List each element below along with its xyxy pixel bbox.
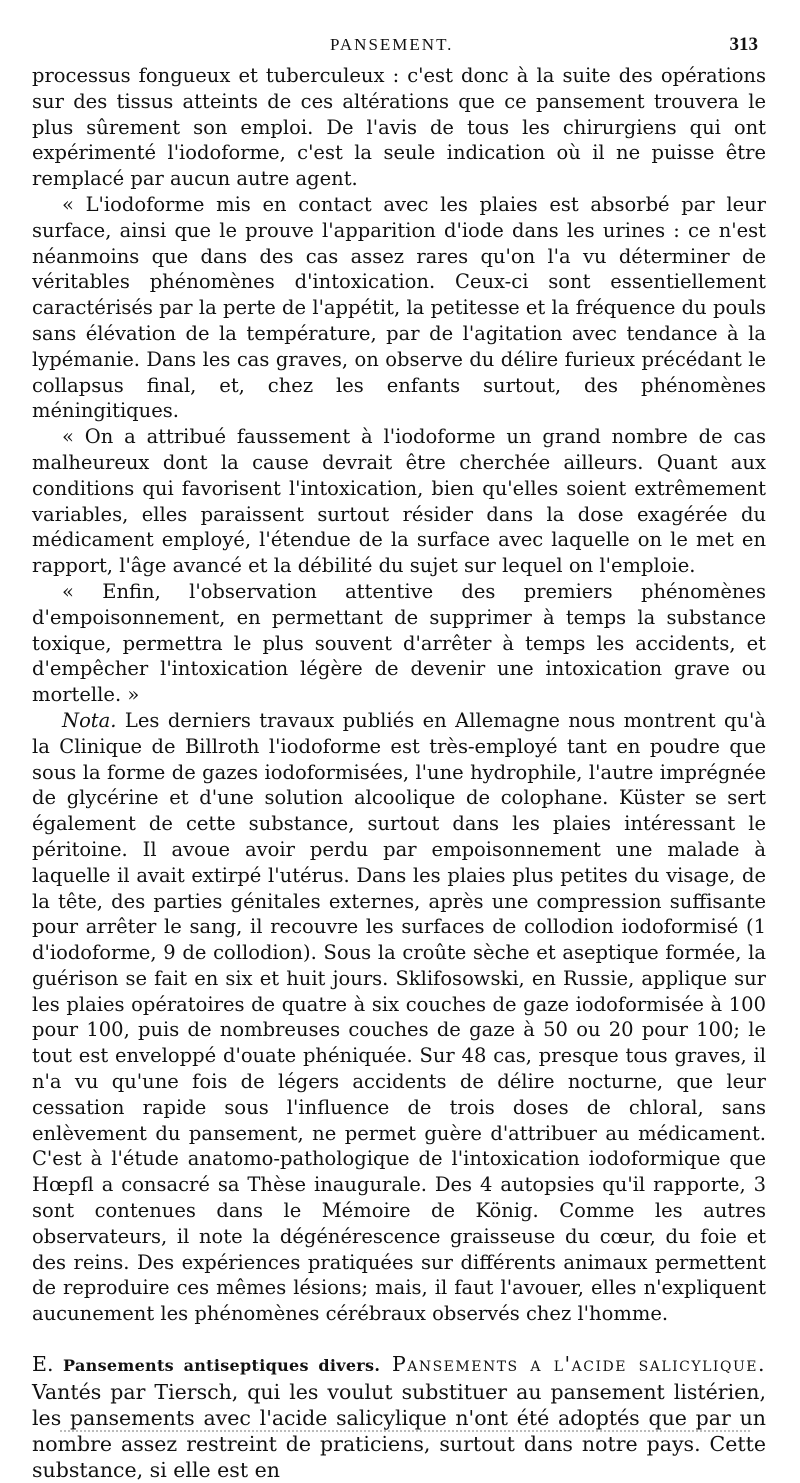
page-number: 313: [729, 34, 758, 55]
paragraph-quote-observation: « Enfin, l'observation attentive des premiers phénomènes d'empoisonnement, en permettant de supprimer à temps la substance toxique, permettra le plus souvent d'arrêter à temps les accidents, et d'empêcher l'intoxication légère de devenir une intoxication grave ou mortelle. »: [32, 579, 766, 707]
paragraph-nota: [32, 708, 766, 1327]
section-e: [32, 1351, 766, 1483]
section-letter: E.: [32, 1352, 54, 1377]
running-title: PANSEMENT.: [330, 35, 454, 54]
section-heading: Pansements antiseptiques divers.: [53, 1356, 381, 1376]
paragraph-quote-causes: « On a attribué faussement à l'iodoforme un grand nombre de cas malheureux dont la cause devrait être cherchée ailleurs. Quant aux conditions qui favorisent l'intoxication, bien qu'elles soient extrêmement variables, elles paraissent surtout résider dans la dose exagérée du médicament employé, l'étendue de la surface avec laquelle on le met en rapport, l'âge avancé et la débilité du sujet sur lequel on l'emploie.: [32, 425, 766, 578]
nota-label: Nota.: [62, 708, 117, 732]
page-body: [32, 63, 766, 1483]
paragraph-continuation: processus fongueux et tuberculeux : c'est donc à la suite des opérations sur des tissus atteints de ces altérations que ce pansement trouvera le plus sûrement son emploi. De l'avis de tous les chirurgiens qui ont expérimenté l'iodoforme, c'est la seule indication où il ne puisse être remplacé par aucun autre agent.: [32, 64, 766, 191]
paragraph-quote-absorption: « L'iodoforme mis en contact avec les plaies est absorbé par leur surface, ainsi que le prouve l'apparition d'iode dans les urines : ce n'est néanmoins que dans des cas assez rares qu'on l'a vu déterminer de véritables phénomènes d'intoxication. Ceux-ci sont essentiellement caractérisés par la perte de l'appétit, la petitesse et la fréquence du pouls sans élévation de la température, par de l'agitation avec tendance à la lypémanie. Dans les cas graves, on observe du délire furieux précédant le collapsus final, et, chez les enfants surtout, des phénomènes méningitiques.: [32, 192, 766, 423]
section-text: Vantés par Tiersch, qui les voulut substituer au pansement listérien, les pansements avec l'acide salicylique n'ont été adoptés que par un nombre assez restreint de praticiens, surtout dans notre pays. Cette substance, si elle est en: [32, 1380, 766, 1483]
nota-text: Les derniers travaux publiés en Allemagne nous montrent qu'à la Clinique de Billroth l'iodoforme est très-employé tant en poudre que sous la forme de gazes iodoformisées, l'une hydrophile, l'autre imprégnée de glycérine et d'une solution alcoolique de colophane. Küster se sert également de cette substance, surtout dans les plaies intéressant le péritoine. Il avoue avoir perdu par empoisonnement une malade à laquelle il avait extirpé l'utérus. Dans les plaies plus petites du visage, de la tête, des parties génitales externes, après une compression suffisante pour arrêter le sang, il recouvre les surfaces de collodion iodoformisé (1 d'iodoforme, 9 de collodion). Sous la croûte sèche et aseptique formée, la guérison se fait en six et huit jours. Sklifosowski, en Russie, applique sur les plaies opératoires de quatre à six couches de gaze iodoformisée à 100 pour 100, puis de nombreuses couches de gaze à 50 ou 20 pour 100; le tout est enveloppé d'ouate phéniquée. Sur 48 cas, presque tous graves, il n'a vu qu'une fois de légers accidents de délire nocturne, que leur cessation rapide sous l'influence de trois doses de chloral, sans enlèvement du pansement, ne permet guère d'attribuer au médicament. C'est à l'étude anatomo-pathologique de l'intoxication iodoformique que Hœpfl a consacré sa Thèse inaugurale. Des 4 autopsies qu'il rapporte, 3 sont contenues dans le Mémoire de König. Comme les autres observateurs, il note la dégénérescence graisseuse du cœur, du foie et des reins. Des expériences pratiquées sur différents animaux permettent de reproduire ces mêmes lésions; mais, il faut l'avouer, elles n'expliquent aucunement les phénomènes cérébraux observés chez l'homme.: [32, 708, 766, 1326]
section-subheading: Pansements a l'acide salicylique.: [380, 1352, 766, 1377]
cropped-next-line: [60, 1430, 750, 1434]
page-header: [0, 32, 800, 58]
